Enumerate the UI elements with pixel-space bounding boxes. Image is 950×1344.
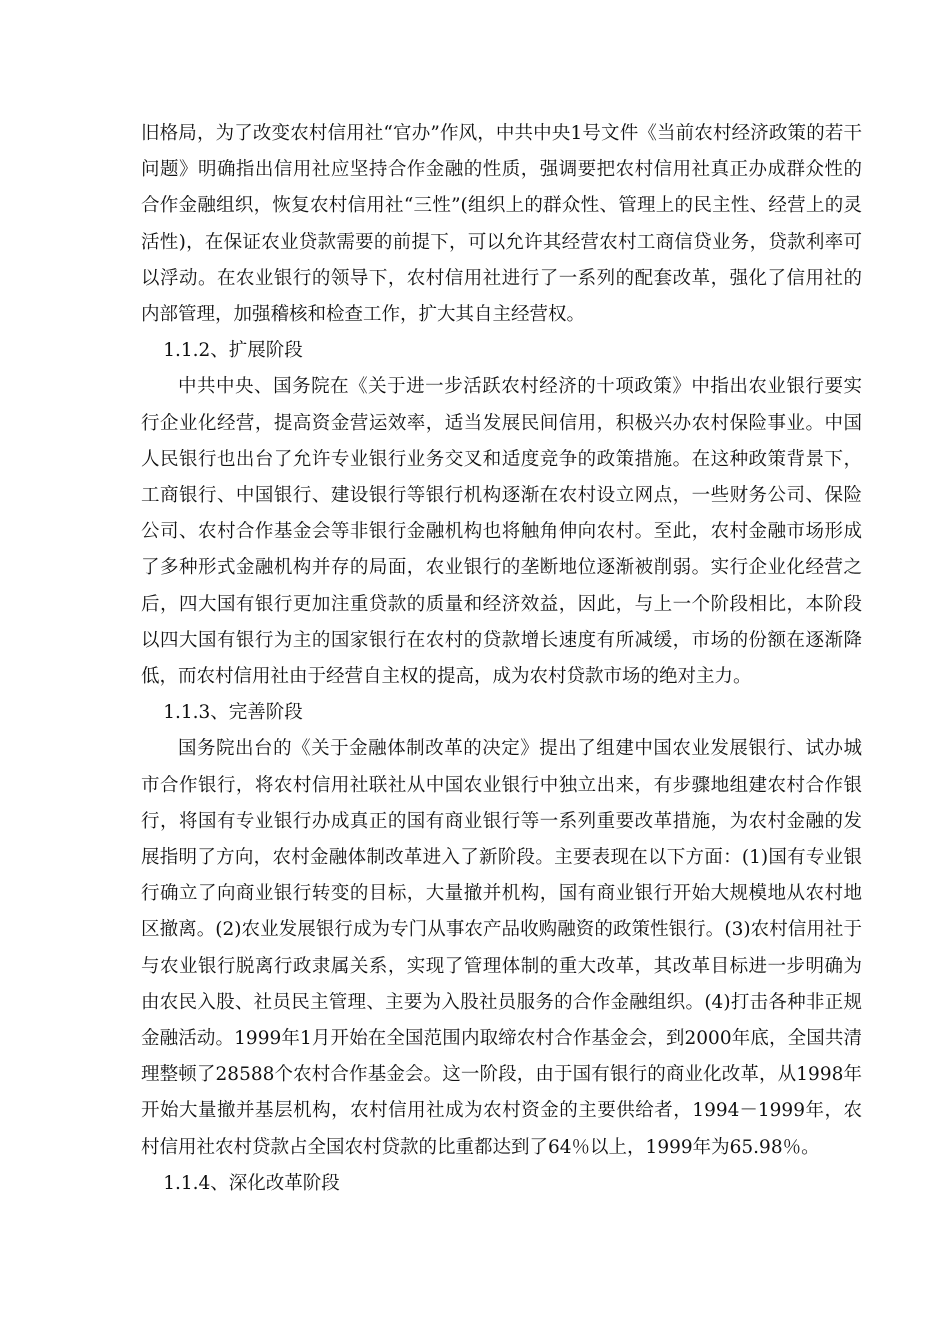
document-page: [141, 116, 862, 1202]
section-heading-1-1-3: 1.1.3、完善阶段: [163, 702, 303, 724]
section-heading-1-1-2: 1.1.2、扩展阶段: [163, 340, 303, 362]
paragraph-intro: 旧格局，为了改变农村信用社“官办”作风，中共中央1号文件《当前农村经济政策的若干问题》明确指出信用社应坚持合作金融的性质，强调要把农村信用社真正办成群众性的合作金融组织，恢复农村信用社“三性”(组织上的群众性、管理上的民主性、经营上的灵活性)，在保证农业贷款需要的前提下，可以允许其经营农村工商信贷业务，贷款利率可以浮动。在农业银行的领导下，农村信用社进行了一系列的配套改革，强化了信用社的内部管理，加强稽核和检查工作，扩大其自主经营权。: [141, 123, 862, 326]
section-heading-1-1-4: 1.1.4、深化改革阶段: [163, 1172, 340, 1194]
paragraph-expansion: 中共中央、国务院在《关于进一步活跃农村经济的十项政策》中指出农业银行要实行企业化经营，提高资金营运效率，适当发展民间信用，积极兴办农村保险事业。中国人民银行也出台了允许专业银行业务交叉和适度竞争的政策措施。在这种政策背景下，工商银行、中国银行、建设银行等银行机构逐渐在农村设立网点，一些财务公司、保险公司、农村合作基金会等非银行金融机构也将触角伸向农村。至此，农村金融市场形成了多种形式金融机构并存的局面，农业银行的垄断地位逐渐被削弱。实行企业化经营之后，四大国有银行更加注重贷款的质量和经济效益，因此，与上一个阶段相比，本阶段以四大国有银行为主的国家银行在农村的贷款增长速度有所减缓，市场的份额在逐渐降低，而农村信用社由于经营自主权的提高，成为农村贷款市场的绝对主力。: [141, 376, 862, 688]
paragraph-improvement: 国务院出台的《关于金融体制改革的决定》提出了组建中国农业发展银行、试办城市合作银行，将农村信用社联社从中国农业银行中独立出来，有步骤地组建农村合作银行，将国有专业银行办成真正的国有商业银行等一系列重要改革措施，为农村金融的发展指明了方向，农村金融体制改革进入了新阶段。主要表现在以下方面：(1)国有专业银行确立了向商业银行转变的目标，大量撤并机构，国有商业银行开始大规模地从农村地区撤离。(2)农业发展银行成为专门从事农产品收购融资的政策性银行。(3)农村信用社于与农业银行脱离行政隶属关系，实现了管理体制的重大改革，其改革目标进一步明确为由农民入股、社员民主管理、主要为入股社员服务的合作金融组织。(4)打击各种非正规金融活动。1999年1月开始在全国范围内取缔农村合作基金会，到2000年底，全国共清理整顿了28588个农村合作基金会。这一阶段，由于国有银行的商业化改革，从1998年开始大量撤并基层机构，农村信用社成为农村资金的主要供给者，1994－1999年，农村信用社农村贷款占全国农村贷款的比重都达到了64％以上，1999年为65.98％。: [141, 738, 862, 1158]
